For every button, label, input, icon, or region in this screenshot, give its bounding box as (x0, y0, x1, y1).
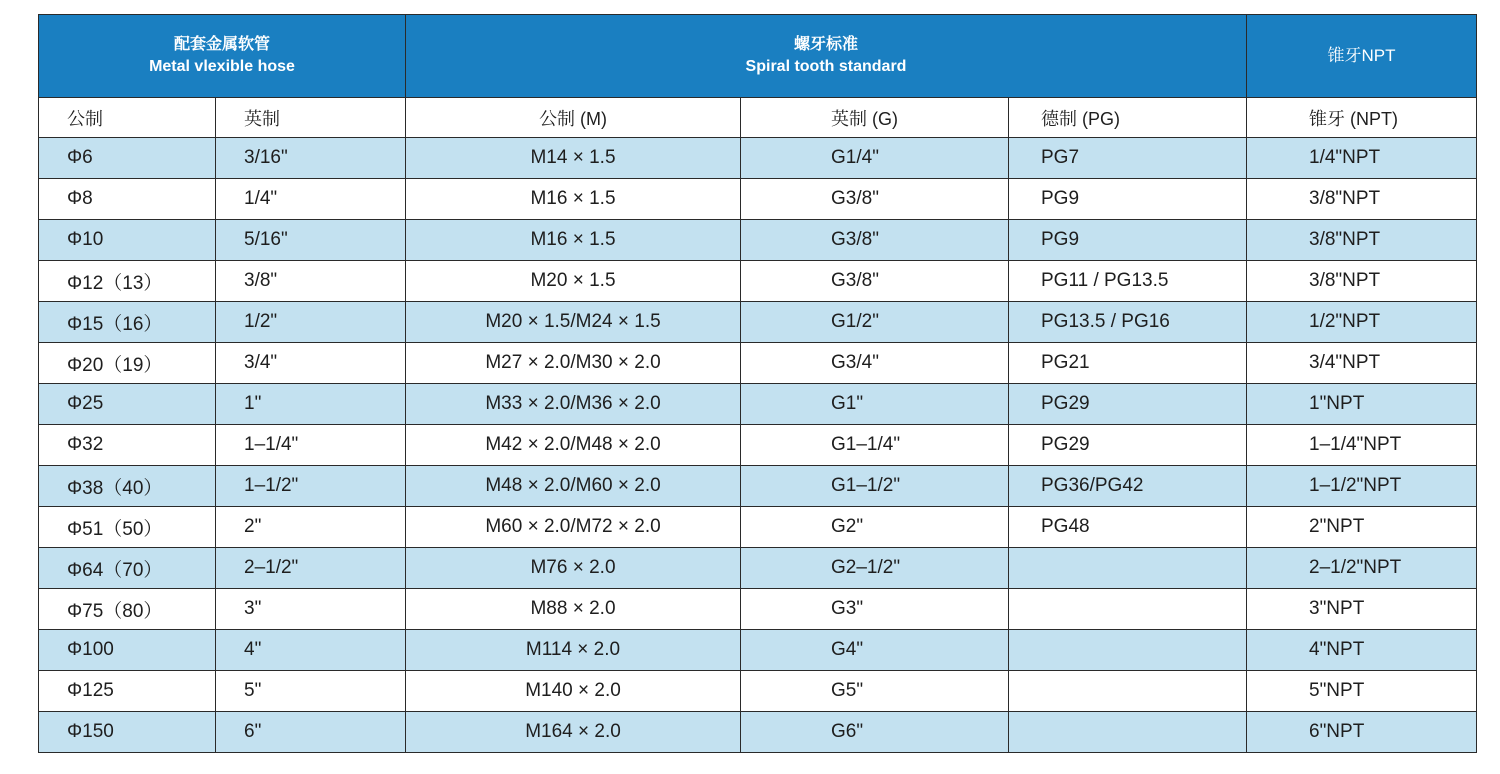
thread-imperial-cell: G1–1/4" (741, 425, 1009, 466)
npt-cell: 4"NPT (1247, 630, 1477, 671)
npt-cell: 5"NPT (1247, 671, 1477, 712)
thread-imperial-cell: G1–1/2" (741, 466, 1009, 507)
thread-imperial-cell: G6" (741, 712, 1009, 753)
hose-imperial-cell: 4" (216, 630, 406, 671)
thread-metric-cell: M20 × 1.5/M24 × 1.5 (406, 302, 741, 343)
thread-metric-cell: M76 × 2.0 (406, 548, 741, 589)
hose-imperial-cell: 6" (216, 712, 406, 753)
table-row (39, 220, 1477, 261)
npt-cell: 1/2"NPT (1247, 302, 1477, 343)
hose-imperial-cell: 3/4" (216, 343, 406, 384)
group-header-row (39, 15, 1477, 98)
thread-header-en: Spiral tooth standard (745, 58, 907, 75)
thread-metric-cell: M140 × 2.0 (406, 671, 741, 712)
thread-metric-cell: M42 × 2.0/M48 × 2.0 (406, 425, 741, 466)
thread-group-header (406, 15, 1247, 98)
thread-imperial-cell: G1/4" (741, 138, 1009, 179)
thread-metric-cell: M88 × 2.0 (406, 589, 741, 630)
thread-imperial-cell: G4" (741, 630, 1009, 671)
thread-german-cell: PG29 (1009, 425, 1247, 466)
col-thread-metric: 公制 (M) (406, 98, 741, 138)
thread-german-cell (1009, 630, 1247, 671)
hose-metric-cell: Φ12（13） (39, 261, 216, 302)
npt-cell: 3/8"NPT (1247, 179, 1477, 220)
npt-cell: 1/4"NPT (1247, 138, 1477, 179)
thread-german-cell: PG21 (1009, 343, 1247, 384)
col-npt: 锥牙 (NPT) (1247, 98, 1477, 138)
thread-metric-cell: M16 × 1.5 (406, 220, 741, 261)
table-row (39, 712, 1477, 753)
column-header-row (39, 98, 1477, 138)
hose-metric-cell: Φ20（19） (39, 343, 216, 384)
thread-imperial-cell: G3/8" (741, 179, 1009, 220)
thread-imperial-cell: G5" (741, 671, 1009, 712)
hose-imperial-cell: 2–1/2" (216, 548, 406, 589)
table-row (39, 138, 1477, 179)
thread-metric-cell: M27 × 2.0/M30 × 2.0 (406, 343, 741, 384)
table-row (39, 507, 1477, 548)
hose-metric-cell: Φ6 (39, 138, 216, 179)
hose-metric-cell: Φ64（70） (39, 548, 216, 589)
table-row (39, 630, 1477, 671)
thread-german-cell: PG36/PG42 (1009, 466, 1247, 507)
npt-group-header: 锥牙NPT (1247, 15, 1477, 98)
table-body (39, 138, 1477, 753)
thread-german-cell: PG29 (1009, 384, 1247, 425)
col-hose-metric: 公制 (39, 98, 216, 138)
thread-imperial-cell: G1" (741, 384, 1009, 425)
thread-imperial-cell: G3/8" (741, 220, 1009, 261)
table-row (39, 425, 1477, 466)
thread-imperial-cell: G3/8" (741, 261, 1009, 302)
thread-german-cell (1009, 548, 1247, 589)
thread-header-zh: 螺牙标准 (793, 36, 858, 53)
hose-metric-cell: Φ38（40） (39, 466, 216, 507)
thread-metric-cell: M20 × 1.5 (406, 261, 741, 302)
col-thread-german: 德制 (PG) (1009, 98, 1247, 138)
hose-metric-cell: Φ51（50） (39, 507, 216, 548)
thread-imperial-cell: G2–1/2" (741, 548, 1009, 589)
col-hose-imperial: 英制 (216, 98, 406, 138)
npt-cell: 2"NPT (1247, 507, 1477, 548)
npt-cell: 3"NPT (1247, 589, 1477, 630)
thread-metric-cell: M16 × 1.5 (406, 179, 741, 220)
hose-metric-cell: Φ100 (39, 630, 216, 671)
hose-header-en: Metal vlexible hose (149, 58, 295, 75)
hose-imperial-cell: 1/2" (216, 302, 406, 343)
hose-imperial-cell: 3/8" (216, 261, 406, 302)
table-row (39, 671, 1477, 712)
npt-cell: 1–1/4"NPT (1247, 425, 1477, 466)
thread-metric-cell: M14 × 1.5 (406, 138, 741, 179)
thread-german-cell: PG7 (1009, 138, 1247, 179)
hose-metric-cell: Φ10 (39, 220, 216, 261)
thread-german-cell: PG48 (1009, 507, 1247, 548)
thread-german-cell (1009, 712, 1247, 753)
thread-german-cell (1009, 589, 1247, 630)
thread-metric-cell: M164 × 2.0 (406, 712, 741, 753)
thread-imperial-cell: G3/4" (741, 343, 1009, 384)
thread-german-cell: PG11 / PG13.5 (1009, 261, 1247, 302)
hose-metric-cell: Φ25 (39, 384, 216, 425)
thread-metric-cell: M48 × 2.0/M60 × 2.0 (406, 466, 741, 507)
hose-imperial-cell: 3/16" (216, 138, 406, 179)
npt-cell: 2–1/2"NPT (1247, 548, 1477, 589)
npt-cell: 6"NPT (1247, 712, 1477, 753)
table-row (39, 179, 1477, 220)
table-row (39, 384, 1477, 425)
thread-metric-cell: M114 × 2.0 (406, 630, 741, 671)
hose-metric-cell: Φ15（16） (39, 302, 216, 343)
table-row (39, 261, 1477, 302)
hose-metric-cell: Φ150 (39, 712, 216, 753)
npt-cell: 1"NPT (1247, 384, 1477, 425)
npt-cell: 3/8"NPT (1247, 261, 1477, 302)
thread-german-cell: PG13.5 / PG16 (1009, 302, 1247, 343)
npt-cell: 3/8"NPT (1247, 220, 1477, 261)
hose-group-header (39, 15, 406, 98)
table-row (39, 548, 1477, 589)
hose-metric-cell: Φ32 (39, 425, 216, 466)
thread-imperial-cell: G3" (741, 589, 1009, 630)
thread-german-cell (1009, 671, 1247, 712)
table-row (39, 343, 1477, 384)
hose-imperial-cell: 1–1/4" (216, 425, 406, 466)
npt-cell: 1–1/2"NPT (1247, 466, 1477, 507)
hose-imperial-cell: 1–1/2" (216, 466, 406, 507)
hose-imperial-cell: 1/4" (216, 179, 406, 220)
thread-metric-cell: M60 × 2.0/M72 × 2.0 (406, 507, 741, 548)
table-row (39, 302, 1477, 343)
thread-imperial-cell: G1/2" (741, 302, 1009, 343)
thread-german-cell: PG9 (1009, 220, 1247, 261)
hose-metric-cell: Φ75（80） (39, 589, 216, 630)
thread-metric-cell: M33 × 2.0/M36 × 2.0 (406, 384, 741, 425)
hose-imperial-cell: 5" (216, 671, 406, 712)
table-row (39, 466, 1477, 507)
thread-german-cell: PG9 (1009, 179, 1247, 220)
hose-imperial-cell: 2" (216, 507, 406, 548)
hose-metric-cell: Φ125 (39, 671, 216, 712)
hose-imperial-cell: 1" (216, 384, 406, 425)
thread-spec-table (38, 14, 1477, 753)
thread-imperial-cell: G2" (741, 507, 1009, 548)
hose-imperial-cell: 3" (216, 589, 406, 630)
npt-cell: 3/4"NPT (1247, 343, 1477, 384)
hose-header-zh: 配套金属软管 (173, 36, 270, 53)
hose-imperial-cell: 5/16" (216, 220, 406, 261)
col-thread-imperial: 英制 (G) (741, 98, 1009, 138)
table-row (39, 589, 1477, 630)
hose-metric-cell: Φ8 (39, 179, 216, 220)
